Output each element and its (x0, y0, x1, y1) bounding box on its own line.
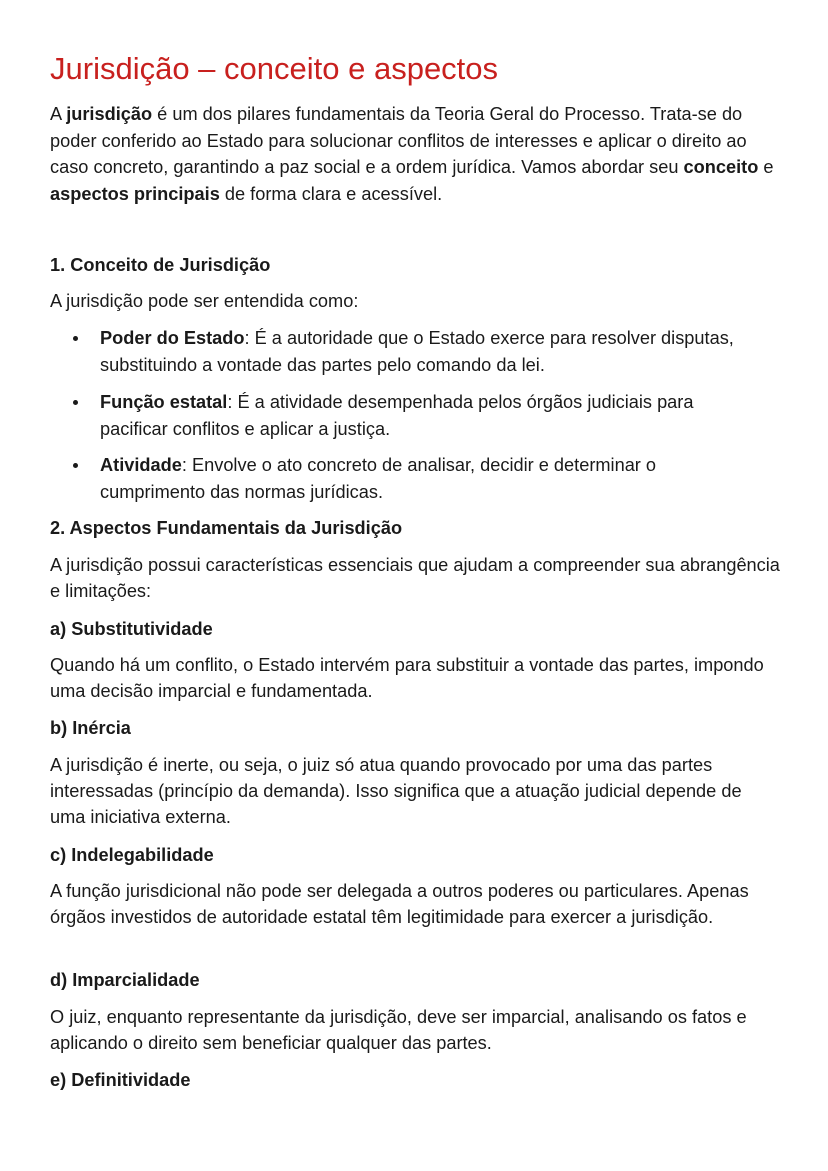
intro-paragraph (50, 101, 780, 207)
subsection-heading: a) Substitutividade (50, 619, 213, 639)
bullet-icon (73, 463, 78, 468)
section1-heading: 1. Conceito de Jurisdição (50, 255, 271, 275)
page-title: Jurisdição – conceito e aspectos (50, 51, 499, 86)
intro-text-1: A (50, 104, 67, 124)
bullet-icon (73, 400, 78, 405)
list-item-term: Função estatal (100, 392, 228, 412)
intro-bold-aspectos: aspectos principais (50, 183, 220, 204)
subsection-heading: e) Definitividade (50, 1070, 191, 1090)
subsection-text: Quando há um conflito, o Estado intervém para substituir a vontade das partes, impondo uma decisão imparcial e fundamentada. (50, 655, 764, 701)
intro-text-2: é um dos pilares fundamentais da Teoria Geral do Processo. Trata-se do poder conferido ao Estado para solucionar conflitos de interesses e aplicar o direito ao caso concreto, garantindo a paz social e a ordem jurídica. Vamos abordar seu (50, 104, 747, 177)
intro-text-3: e (758, 157, 774, 177)
list-item-term: Atividade (100, 455, 182, 475)
subsection-heading: c) Indelegabilidade (50, 845, 214, 865)
intro-bold-conceito: conceito (683, 157, 759, 177)
subsection-text: A função jurisdicional não pode ser delegada a outros poderes ou particulares. Apenas órgãos investidos de autoridade estatal têm legitimidade para exercer a jurisdição. (50, 881, 749, 927)
subsection-text: O juiz, enquanto representante da jurisdição, deve ser imparcial, analisando os fatos e aplicando o direito sem beneficiar qualquer das partes. (50, 1007, 747, 1053)
list-item-text: : Envolve o ato concreto de analisar, decidir e determinar o cumprimento das normas jurídicas. (100, 455, 657, 502)
list-item-text: : É a autoridade que o Estado exerce para resolver disputas, substituindo a vontade das partes pelo comando da lei. (100, 328, 734, 375)
section1-lead: A jurisdição pode ser entendida como: (50, 291, 359, 311)
section2-heading: 2. Aspectos Fundamentais da Jurisdição (50, 518, 403, 538)
list-item-text: : É a atividade desempenhada pelos órgãos judiciais para pacificar conflitos e aplicar a justiça. (100, 392, 694, 439)
section2-lead: A jurisdição possui características essenciais que ajudam a compreender sua abrangência e limitações: (50, 555, 780, 601)
subsection-text: A jurisdição é inerte, ou seja, o juiz só atua quando provocado por uma das partes interessadas (princípio da demanda). Isso significa que a atuação judicial depende de uma iniciativa externa. (50, 755, 742, 827)
intro-text-4: de forma clara e acessível. (219, 183, 443, 204)
subsection-heading: d) Imparcialidade (50, 970, 200, 990)
list-item-term: Poder do Estado (100, 328, 245, 348)
intro-bold-jurisdicao: jurisdição (66, 104, 153, 124)
bullet-icon (73, 336, 78, 341)
subsection-heading: b) Inércia (50, 718, 131, 738)
